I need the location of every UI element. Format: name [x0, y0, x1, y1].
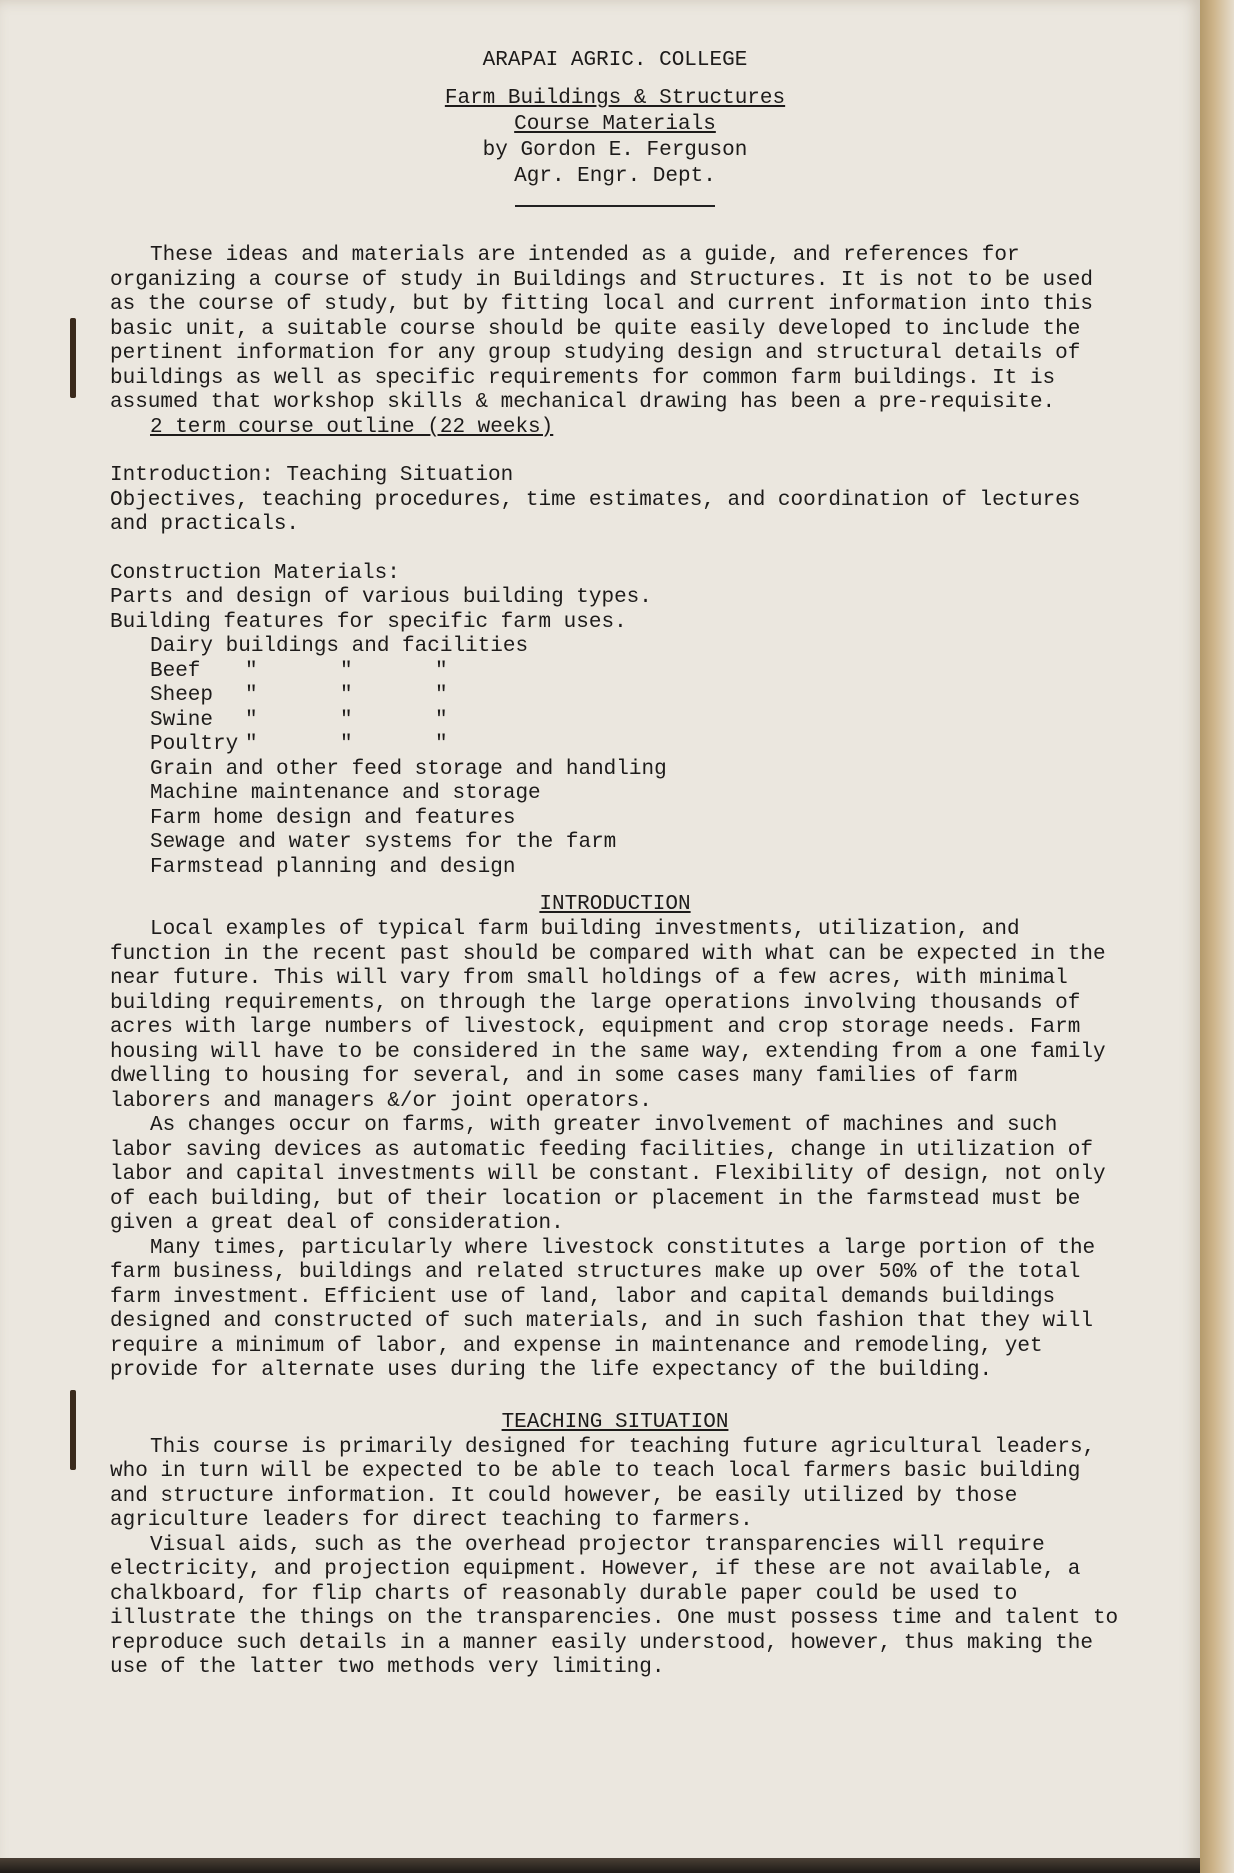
outline-machine: Machine maintenance and storage	[150, 782, 541, 805]
intro-paragraph: These ideas and materials are intended as a guide, and references for organizing a course of study in Buildings and Structures. It is not to be used as the course of study, but by fitting local and current information into this basic unit, a suitable course should be quite easily developed to include the pertinent information for any group studying design and structural details of buildings as well as specific requirements for common farm buildings. It is assumed that workshop skills & mechanical drawing has been a pre-requisite.	[110, 244, 1093, 414]
outline-parts: Parts and design of various building types.	[110, 586, 652, 609]
header	[110, 48, 1120, 216]
introduction-heading: INTRODUCTION	[539, 893, 691, 916]
outline-swine: Swine " " "	[150, 708, 448, 732]
course-title: Farm Buildings & Structures	[444, 87, 786, 110]
outline-poultry: Poultry " " "	[150, 733, 448, 756]
page-edge	[1200, 0, 1234, 1873]
teaching-p1: This course is primarily designed for teaching future agricultural leaders, who in turn will be expected to be able to teach local farmers basic building and structure information. It could however, be easily utilized by those agriculture leaders for direct teaching to farmers.	[110, 1435, 1096, 1532]
department: Agr. Engr. Dept.	[514, 165, 716, 188]
outline-sewage: Sewage and water systems for the farm	[150, 831, 617, 854]
teaching-p2: Visual aids, such as the overhead projector transparencies will require electricity, and projection equipment. However, if these are not available, a chalkboard, for flip charts of reasonably durable paper could be used to illustrate the things on the transparencies. One must possess time and talent to reproduce such details in a manner easily understood, however, thus making the use of the latter two methods very limiting.	[110, 1533, 1119, 1679]
page-bottom-edge	[0, 1858, 1200, 1873]
outline-beef: Beef " " "	[150, 659, 448, 683]
outline-intro: Introduction: Teaching Situation	[110, 464, 514, 487]
document-body	[110, 48, 1120, 1681]
introduction-p2: As changes occur on farms, with greater involvement of machines and such labor saving devices as automatic feeding facilities, change in utilization of labor and capital investments will be constant. Flexibility of design, not only of each building, but of their location or placement in the farmstead must be given a great deal of consideration.	[110, 1114, 1106, 1235]
outline-farmstead: Farmstead planning and design	[150, 855, 516, 879]
introduction-p3: Many times, particularly where livestock constitutes a large portion of the farm business, buildings and related structures make up over 50% of the total farm investment. Efficient use of land, labor and capital demands buildings designed and constructed of such materials, and in such fashion that they will require a minimum of labor, and expense in maintenance and remodeling, yet provide for alternate uses during the life expectancy of the building.	[110, 1236, 1096, 1382]
outline-grain: Grain and other feed storage and handling	[150, 757, 667, 781]
staple-mark-bottom	[70, 1390, 76, 1470]
teaching-heading: TEACHING SITUATION	[501, 1410, 729, 1434]
outline-heading: 2 term course outline (22 weeks)	[150, 415, 554, 439]
outline-features: Building features for specific farm uses.	[110, 610, 627, 634]
outline-farmhome: Farm home design and features	[150, 806, 516, 830]
staple-mark-top	[70, 318, 76, 398]
introduction-p1: Local examples of typical farm building investments, utilization, and function in the recent past should be compared with what can be expected in the near future. This will vary from small holdings of a few acres, with minimal building requirements, on through the large operations involving thousands of acres with large numbers of livestock, equipment and crop storage needs. Farm housing will have to be considered in the same way, extending from a one family dwelling to housing for several, and in some cases many families of farm laborers and managers &/or joint operators.	[110, 918, 1106, 1113]
course-subtitle: Course Materials	[514, 113, 716, 136]
separator-line	[515, 205, 715, 207]
outline-objectives: Objectives, teaching procedures, time estimates, and coordination of lectures and practicals.	[110, 488, 1081, 536]
author: by Gordon E. Ferguson	[482, 139, 748, 162]
outline-sheep: Sheep " " "	[150, 684, 448, 707]
outline-dairy: Dairy buildings and facilities	[150, 635, 529, 658]
outline-materials: Construction Materials:	[110, 561, 400, 585]
college-name: ARAPAI AGRIC. COLLEGE	[482, 49, 748, 72]
